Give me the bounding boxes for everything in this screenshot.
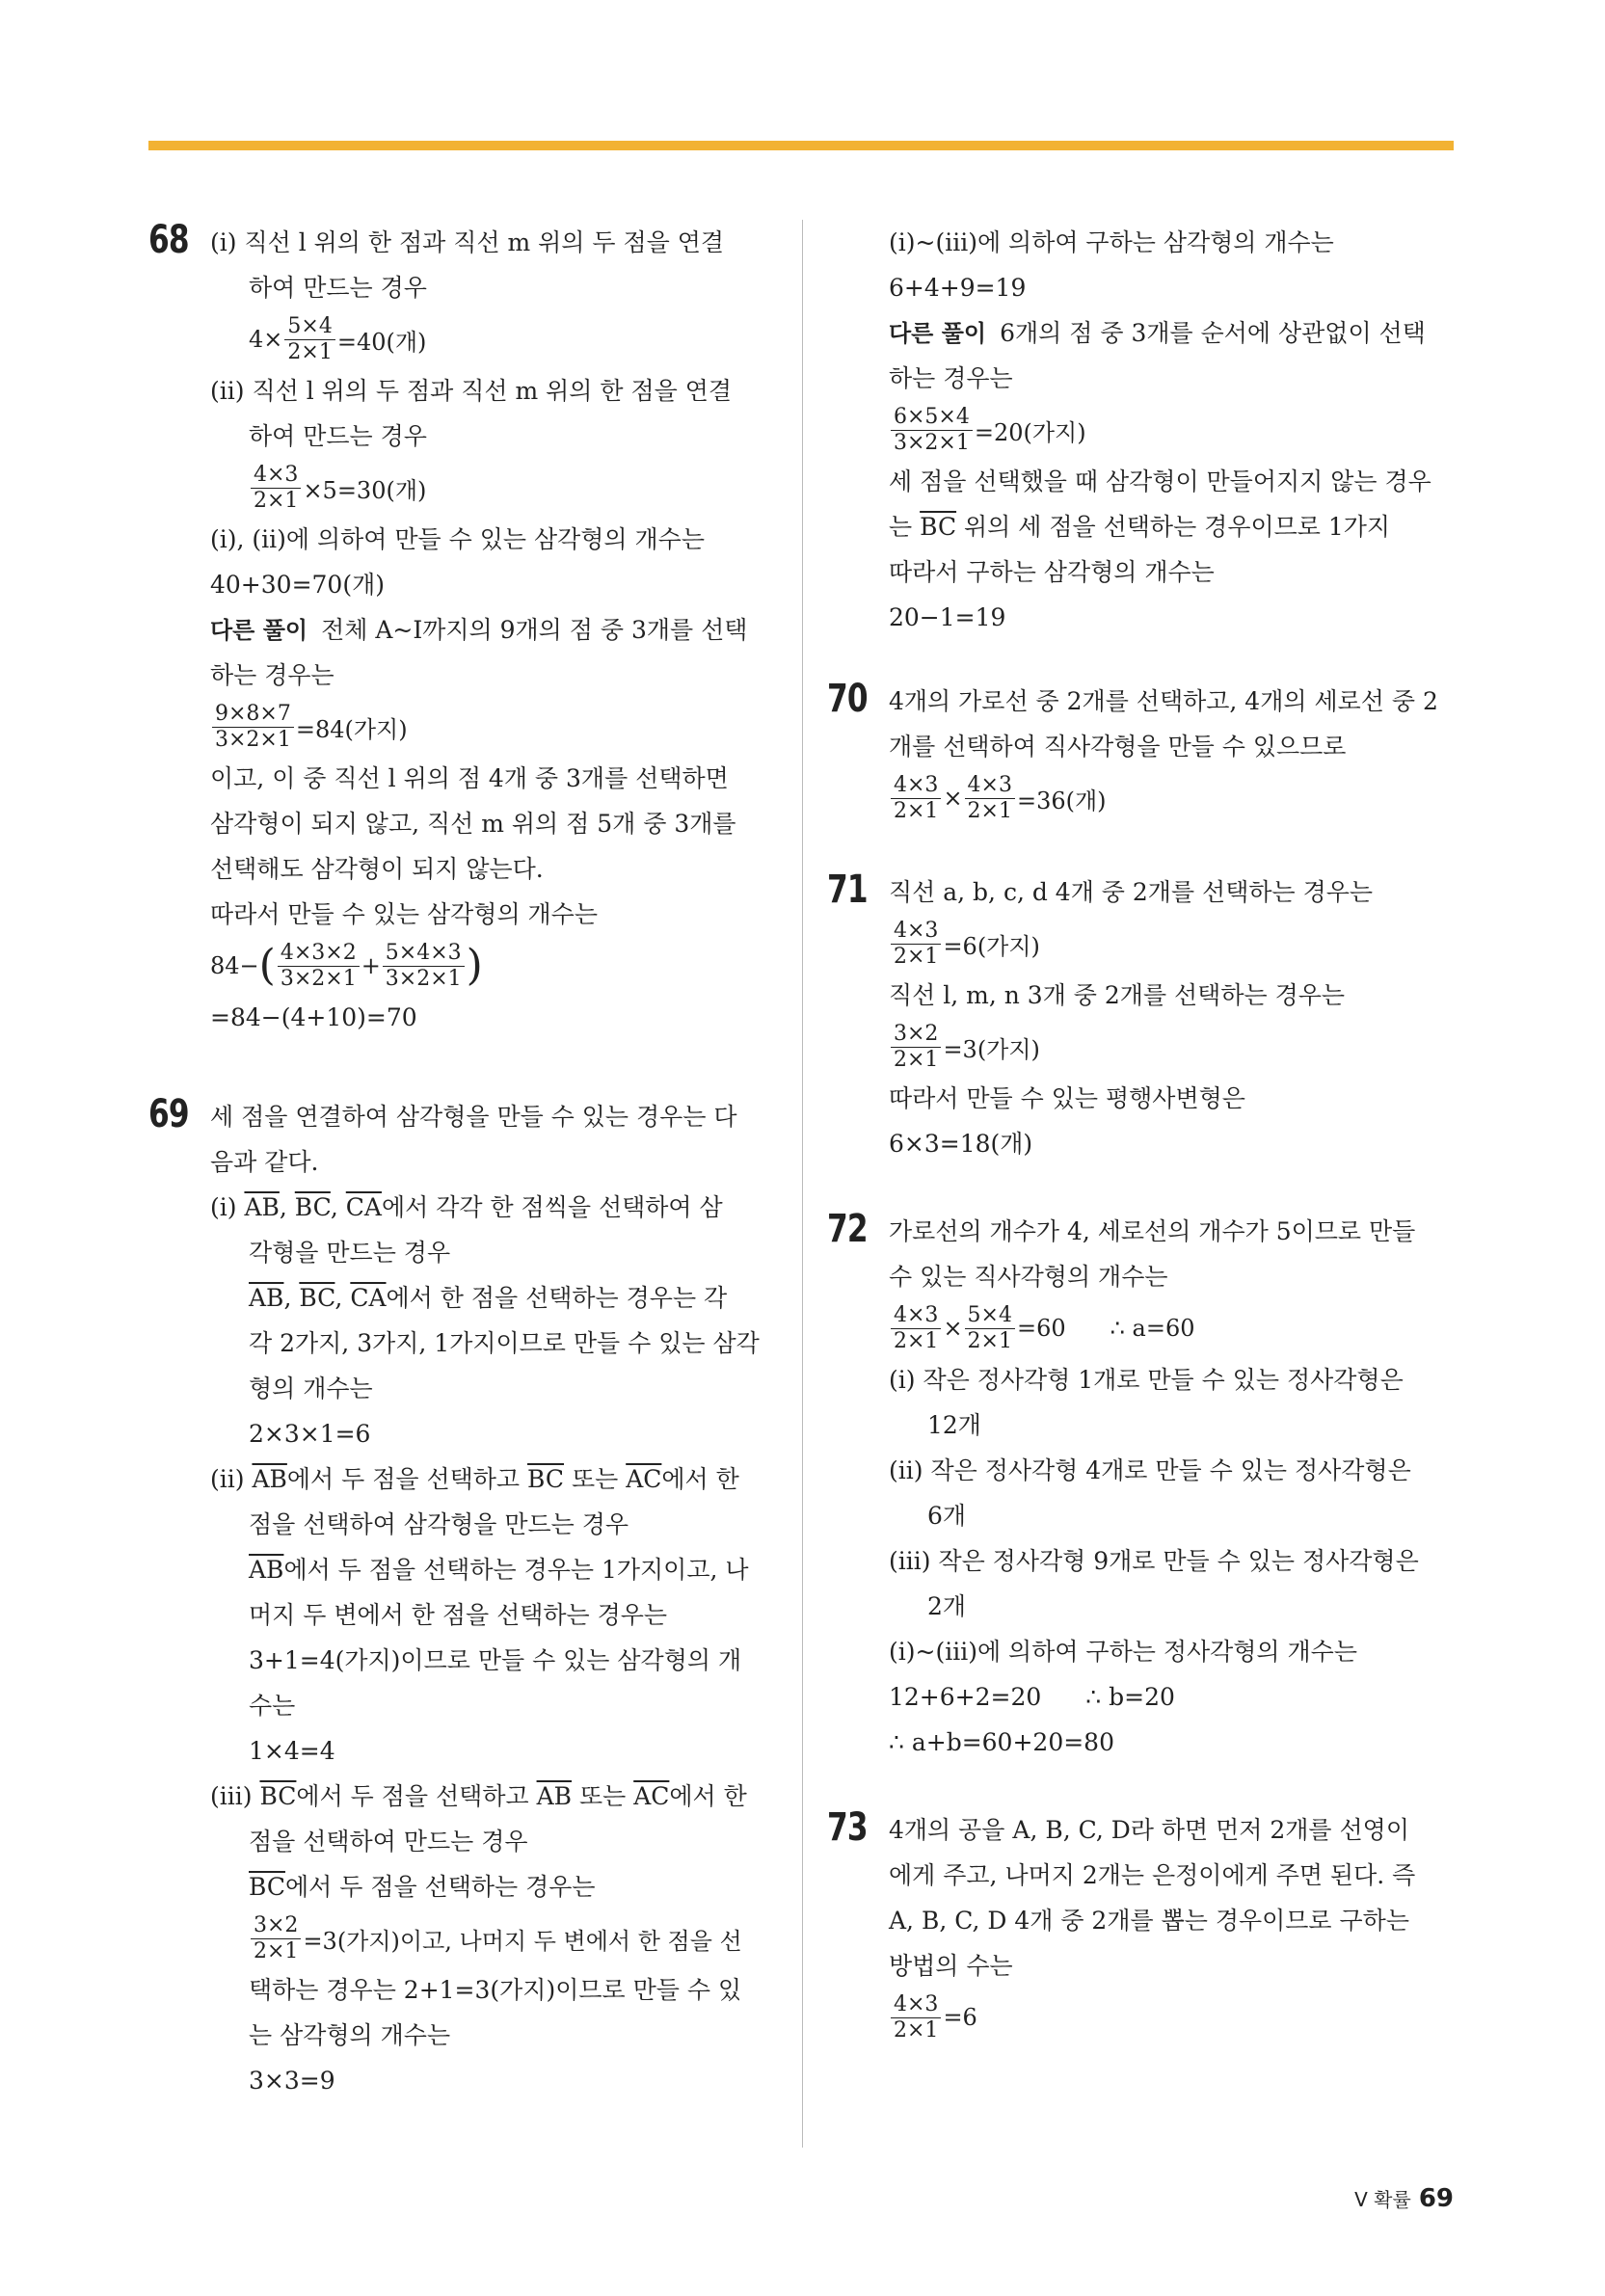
text-span: 에서 한	[669, 1782, 747, 1810]
math-text: =84(가지)	[295, 715, 408, 743]
math-text: =40(개)	[336, 328, 427, 356]
numerator: 4×3×2	[278, 941, 360, 967]
text-span: 에서 각각 한 점씩을 선택하여 삼	[381, 1193, 723, 1221]
text-line: 12개	[927, 1411, 981, 1439]
denominator: 2×1	[894, 1328, 939, 1353]
denominator: 3×2×1	[280, 966, 357, 991]
math-expression	[889, 915, 1454, 973]
denominator: 3×2×1	[894, 430, 970, 455]
numerator: 3×2	[251, 1913, 301, 1939]
text-line: (ⅰ) 직선 l 위의 한 점과 직선 m 위의 두 점을 연결	[210, 228, 725, 256]
text-line: 점을 선택하여 만드는 경우	[249, 1828, 528, 1855]
segment: $\overline{CA}$	[350, 1284, 387, 1312]
segment: $\overline{AB}$	[249, 1284, 284, 1312]
text-line: (ⅲ) 작은 정사각형 9개로 만들 수 있는 정사각형은	[889, 1547, 1419, 1575]
math-expression	[210, 937, 775, 995]
text-line: 4개의 가로선 중 2개를 선택하고, 4개의 세로선 중 2	[889, 687, 1438, 715]
text-span: ,	[283, 1284, 300, 1312]
text-span: ,	[330, 1193, 346, 1221]
math-text: =3(가지)이고, 나머지 두 변에서 한 점을 선	[303, 1927, 742, 1955]
denominator: 2×1	[967, 1328, 1012, 1353]
text-line: 택하는 경우는 2+1=3(가지)이므로 만들 수 있	[249, 1976, 742, 2004]
segment: $\overline{BC}$	[299, 1284, 335, 1312]
text-line: A, B, C, D 4개 중 2개를 뽑는 경우이므로 구하는	[889, 1907, 1409, 1935]
text-line	[210, 1275, 775, 1321]
math-expression	[889, 769, 1454, 827]
problem-number: 71	[827, 868, 868, 912]
math-expression	[210, 1909, 775, 1967]
denominator: 2×1	[894, 2017, 939, 2042]
text-line: 가로선의 개수가 4, 세로선의 개수가 5이므로 만들	[889, 1217, 1416, 1245]
fraction	[212, 702, 294, 753]
segment: $\overline{AB}$	[244, 1193, 280, 1221]
left-paren: (	[258, 941, 276, 990]
segment: $\overline{BC}$	[920, 513, 957, 541]
math-text: 4×	[249, 326, 283, 353]
segment: $\overline{CA}$	[345, 1193, 382, 1221]
section-label: Ⅴ 확률	[1354, 2188, 1411, 2211]
text-line: 방법의 수는	[889, 1952, 1013, 1980]
header-accent-bar	[148, 141, 1454, 150]
problem-69	[148, 1094, 775, 2103]
text-line: (ⅱ) 작은 정사각형 4개로 만들 수 있는 정사각형은	[889, 1456, 1411, 1484]
text-line	[889, 1674, 1454, 1720]
problem-number: 70	[827, 677, 868, 721]
segment: $\overline{BC}$	[527, 1465, 564, 1493]
denominator: 2×1	[894, 798, 939, 823]
denominator: 2×1	[254, 1938, 299, 1963]
segment: $\overline{AC}$	[633, 1782, 670, 1810]
text-line	[210, 1864, 775, 1909]
problem-72	[827, 1209, 1454, 1765]
text-line: (ⅰ)~(ⅲ)에 의하여 구하는 삼각형의 개수는	[889, 228, 1334, 256]
text-line	[210, 1547, 775, 1592]
text-line	[889, 504, 1454, 549]
math-text: =20(가지)	[974, 418, 1086, 446]
denominator: 2×1	[254, 488, 299, 513]
math-expression	[889, 1018, 1454, 1076]
fraction	[965, 1303, 1015, 1354]
denominator: 2×1	[287, 339, 333, 364]
text-span: 또는	[572, 1782, 634, 1810]
math-text: ×5=30(개)	[303, 476, 427, 504]
text-line: 따라서 구하는 삼각형의 개수는	[889, 558, 1215, 586]
text-line	[210, 1185, 775, 1230]
text-line: 세 점을 연결하여 삼각형을 만들 수 있는 경우는 다	[210, 1103, 737, 1131]
text-line: 4개의 공을 A, B, C, D라 하면 먼저 2개를 선영이	[889, 1816, 1409, 1844]
math-expression	[210, 698, 775, 756]
text-line: 따라서 만들 수 있는 삼각형의 개수는	[210, 900, 598, 928]
text-span: 는	[889, 513, 921, 541]
text-line: 2×3×1=6	[249, 1420, 371, 1448]
segment: $\overline{AB}$	[536, 1782, 572, 1810]
denominator: 2×1	[894, 944, 939, 969]
text-line: 따라서 만들 수 있는 평행사변형은	[889, 1084, 1245, 1112]
problem-68	[148, 220, 775, 1040]
segment: $\overline{BC}$	[249, 1873, 285, 1901]
text-line: 에게 주고, 나머지 2개는 은정이에게 주면 된다. 즉	[889, 1861, 1416, 1889]
text-line: 40+30=70(개)	[210, 571, 385, 599]
text-line: 20−1=19	[889, 603, 1006, 631]
text-span: ,	[279, 1193, 295, 1221]
alt-solution-label: 다른 풀이	[210, 617, 308, 644]
text-line: 각형을 만드는 경우	[249, 1239, 451, 1267]
text-line: 6×3=18(개)	[889, 1130, 1033, 1158]
problem-69-continued	[827, 220, 1454, 640]
problem-number: 73	[827, 1805, 868, 1850]
math-text: =6	[943, 2004, 977, 2031]
text-span: 에서 한 점을 선택하는 경우는 각	[386, 1284, 728, 1312]
math-text: =60	[1016, 1315, 1066, 1342]
fraction	[891, 773, 941, 824]
text-span: ,	[334, 1284, 351, 1312]
text-span: 에서 한	[661, 1465, 739, 1493]
fraction	[891, 1022, 941, 1073]
numerator: 4×3	[251, 463, 301, 489]
text-span: (ⅲ)	[210, 1782, 260, 1810]
math-expression	[889, 401, 1454, 459]
problem-number: 69	[148, 1092, 189, 1136]
denominator: 2×1	[894, 1047, 939, 1072]
text-line: 2개	[927, 1592, 967, 1620]
math-text: =6(가지)	[943, 932, 1040, 960]
text-line: (ⅰ), (ⅱ)에 의하여 만들 수 있는 삼각형의 개수는	[210, 525, 705, 553]
text-line: 하여 만드는 경우	[249, 274, 427, 302]
text-line: 하는 경우는	[889, 364, 1013, 392]
fraction	[278, 941, 360, 992]
numerator: 5×4	[965, 1303, 1015, 1329]
text-span: 전체 A~I까지의 9개의 점 중 3개를 선택	[321, 616, 748, 644]
text-span: 위의 세 점을 선택하는 경우이므로 1가지	[956, 513, 1391, 541]
column-divider	[802, 220, 803, 2148]
denominator: 2×1	[967, 798, 1012, 823]
text-line: =84−(4+10)=70	[210, 1003, 417, 1031]
alt-solution-label: 다른 풀이	[889, 320, 987, 347]
text-span: ∴ b=20	[1085, 1683, 1175, 1711]
right-column	[827, 220, 1454, 2100]
math-expression	[889, 1299, 1454, 1357]
problem-73	[827, 1807, 1454, 2046]
math-text: 84−	[210, 952, 259, 979]
fraction	[891, 919, 941, 970]
text-line: 1×4=4	[249, 1737, 335, 1765]
text-line: 하는 경우는	[210, 661, 334, 689]
text-line: (ⅰ) 작은 정사각형 1개로 만들 수 있는 정사각형은	[889, 1366, 1404, 1394]
page-number: 69	[1418, 2184, 1454, 2213]
math-expression	[889, 1989, 1454, 2046]
fraction	[891, 1303, 941, 1354]
numerator: 4×3	[891, 919, 941, 945]
fraction	[383, 941, 465, 992]
right-paren: )	[466, 941, 483, 990]
problem-number: 72	[827, 1207, 868, 1251]
text-span: 에서 두 점을 선택하고	[286, 1465, 528, 1493]
numerator: 4×3	[891, 1992, 941, 2018]
text-line	[210, 607, 775, 653]
left-column	[148, 220, 775, 2157]
text-line	[210, 1456, 775, 1502]
text-span: (ⅰ)	[210, 1193, 245, 1221]
numerator: 4×3	[891, 1303, 941, 1329]
fraction	[251, 1913, 301, 1964]
text-span: 또는	[564, 1465, 627, 1493]
text-line: 선택해도 삼각형이 되지 않는다.	[210, 855, 544, 883]
denominator: 3×2×1	[385, 966, 462, 991]
text-line: (ⅱ) 직선 l 위의 두 점과 직선 m 위의 한 점을 연결	[210, 377, 733, 405]
text-line: 3×3=9	[249, 2067, 335, 2095]
page-footer	[1354, 2184, 1454, 2213]
text-line: 세 점을 선택했을 때 삼각형이 만들어지지 않는 경우	[889, 467, 1431, 495]
math-expression	[210, 459, 775, 517]
math-text: ∴ a=60	[1110, 1315, 1195, 1342]
numerator: 4×3	[891, 773, 941, 799]
numerator: 6×5×4	[891, 405, 973, 431]
math-text: =3(가지)	[943, 1035, 1040, 1063]
text-span: 에서 두 점을 선택하는 경우는 1가지이고, 나	[283, 1556, 749, 1584]
text-span: 12+6+2=20	[889, 1683, 1042, 1711]
text-line: 3+1=4(가지)이므로 만들 수 있는 삼각형의 개	[249, 1646, 742, 1674]
text-line: 삼각형이 되지 않고, 직선 m 위의 점 5개 중 3개를	[210, 810, 736, 838]
math-text: ×	[943, 1315, 963, 1342]
fraction	[284, 314, 334, 365]
numerator: 9×8×7	[212, 702, 294, 728]
denominator: 3×2×1	[215, 727, 291, 752]
segment: $\overline{AC}$	[626, 1465, 662, 1493]
problem-71	[827, 869, 1454, 1166]
problem-number: 68	[148, 218, 189, 262]
segment: $\overline{BC}$	[294, 1193, 331, 1221]
text-span: 에서 두 점을 선택하고	[296, 1782, 537, 1810]
text-line: 점을 선택하여 삼각형을 만드는 경우	[249, 1510, 629, 1538]
text-line: 직선 l, m, n 3개 중 2개를 선택하는 경우는	[889, 981, 1346, 1009]
text-line: 머지 두 변에서 한 점을 선택하는 경우는	[249, 1601, 668, 1629]
text-line: 각 2가지, 3가지, 1가지이므로 만들 수 있는 삼각	[249, 1329, 760, 1357]
text-line: 개를 선택하여 직사각형을 만들 수 있으므로	[889, 733, 1347, 761]
text-line: ∴ a+b=60+20=80	[889, 1728, 1114, 1756]
numerator: 5×4×3	[383, 941, 465, 967]
text-line: 형의 개수는	[249, 1375, 373, 1402]
fraction	[965, 773, 1015, 824]
math-expression	[210, 310, 775, 368]
segment: $\overline{BC}$	[259, 1782, 297, 1810]
text-line: 직선 a, b, c, d 4개 중 2개를 선택하는 경우는	[889, 878, 1374, 906]
math-text: =36(개)	[1016, 787, 1107, 814]
math-text: ×	[943, 785, 963, 812]
text-line: 하여 만드는 경우	[249, 422, 427, 450]
segment: $\overline{AB}$	[249, 1556, 284, 1584]
fraction	[251, 463, 301, 514]
text-line: 6개	[927, 1502, 967, 1530]
math-text: +	[361, 952, 381, 979]
text-line: (ⅰ)~(ⅲ)에 의하여 구하는 정사각형의 개수는	[889, 1638, 1357, 1666]
text-line: 수는	[249, 1692, 296, 1720]
text-span: 에서 두 점을 선택하는 경우는	[284, 1873, 596, 1901]
fraction	[891, 405, 973, 456]
fraction	[891, 1992, 941, 2043]
text-span: 6개의 점 중 3개를 순서에 상관없이 선택	[1000, 319, 1426, 347]
text-line: 음과 같다.	[210, 1148, 319, 1176]
problem-70	[827, 679, 1454, 827]
numerator: 3×2	[891, 1022, 941, 1048]
numerator: 5×4	[284, 314, 334, 340]
segment: $\overline{AB}$	[252, 1465, 287, 1493]
text-line: 수 있는 직사각형의 개수는	[889, 1263, 1168, 1291]
text-span: (ⅱ)	[210, 1465, 253, 1493]
text-line	[210, 1774, 775, 1819]
text-line	[889, 310, 1454, 356]
text-line: 는 삼각형의 개수는	[249, 2021, 451, 2049]
numerator: 4×3	[965, 773, 1015, 799]
text-line: 6+4+9=19	[889, 274, 1027, 302]
text-line: 이고, 이 중 직선 l 위의 점 4개 중 3개를 선택하면	[210, 764, 729, 792]
